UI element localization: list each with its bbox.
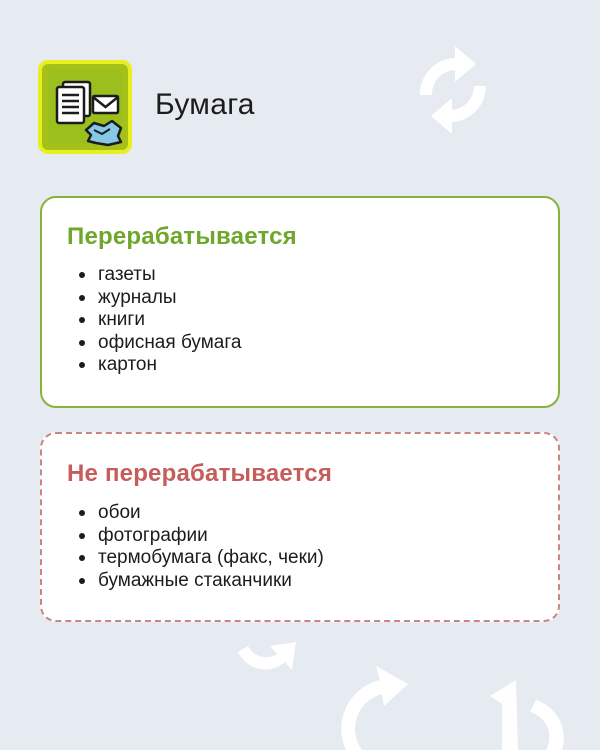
list-item-label: журналы xyxy=(98,286,177,308)
list-item xyxy=(76,332,241,355)
category-icon-tile xyxy=(38,60,132,154)
list-item-label: бумажные стаканчики xyxy=(98,569,292,591)
bullet-icon xyxy=(79,578,85,584)
list-item-label: картон xyxy=(98,354,157,375)
list-item xyxy=(76,309,241,332)
list-item-label: фотографии xyxy=(98,524,208,546)
list-item xyxy=(76,264,241,287)
bullet-icon xyxy=(79,362,85,368)
page-title: Бумага xyxy=(155,88,255,121)
list-item-label: книги xyxy=(98,309,145,330)
list-item-label: обои xyxy=(98,502,141,523)
list-item-label: газеты xyxy=(98,264,156,285)
recyclable-heading: Перерабатывается xyxy=(67,223,297,250)
bullet-icon xyxy=(79,317,85,323)
not-recyclable-list xyxy=(76,502,324,592)
not-recyclable-heading: Не перерабатывается xyxy=(67,460,333,487)
recycle-arrows-icon xyxy=(400,40,510,140)
bullet-icon xyxy=(79,295,85,301)
bullet-icon xyxy=(79,533,85,539)
not-recyclable-card xyxy=(40,432,560,622)
bullet-icon xyxy=(79,272,85,278)
list-item xyxy=(76,354,241,377)
list-item xyxy=(76,525,324,548)
list-item xyxy=(76,502,324,525)
list-item xyxy=(76,287,241,310)
recyclable-card xyxy=(40,196,560,408)
bullet-icon xyxy=(79,555,85,561)
recyclable-list xyxy=(76,264,241,377)
paper-documents-icon xyxy=(48,70,130,152)
list-item-label: термобумага (факс, чеки) xyxy=(98,547,324,568)
recycle-arrows-icon xyxy=(340,660,570,750)
list-item xyxy=(76,547,324,570)
list-item xyxy=(76,570,324,593)
bullet-icon xyxy=(79,340,85,346)
bullet-icon xyxy=(79,510,85,516)
list-item-label: офисная бумага xyxy=(98,331,242,353)
